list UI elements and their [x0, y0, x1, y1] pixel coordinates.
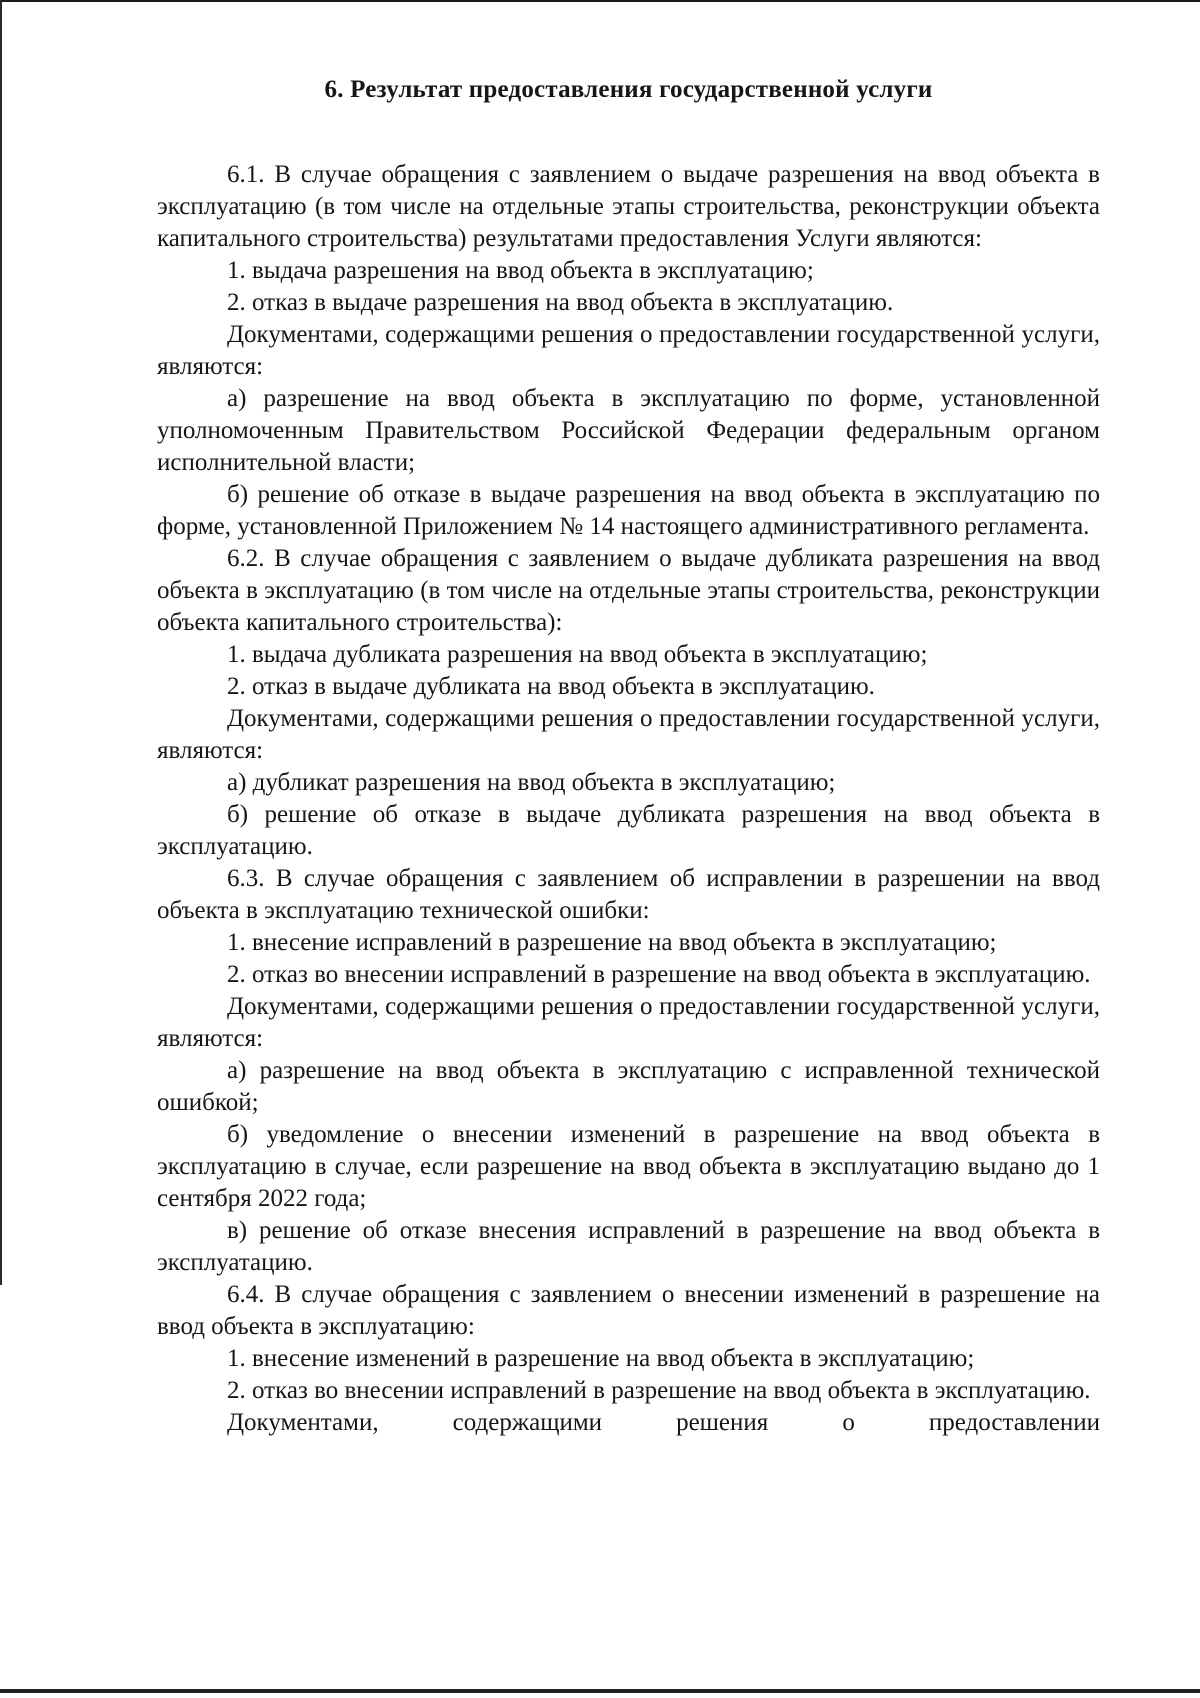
- documents-intro-6-4: Документами, содержащими решения о предоставлении: [227, 1409, 1100, 1436]
- scan-border-left: [0, 0, 2, 1285]
- documents-intro-6-2: Документами, содержащими решения о предоставлении государственной услуги, являются:: [157, 705, 1100, 764]
- list-item-6-4-2: 2. отказ во внесении исправлений в разрешение на ввод объекта в эксплуатацию.: [227, 1377, 1091, 1404]
- list-item-6-3-v: в) решение об отказе внесения исправлений в разрешение на ввод объекта в эксплуатацию.: [157, 1217, 1100, 1276]
- list-item-6-3-2: 2. отказ во внесении исправлений в разрешение на ввод объекта в эксплуатацию.: [227, 961, 1091, 988]
- list-item-6-1-a: а) разрешение на ввод объекта в эксплуатацию по форме, установленной уполномоченным Правительством Российской Федерации федеральным органом исполнительной власти;: [157, 385, 1100, 476]
- list-item-6-1-2: 2. отказ в выдаче разрешения на ввод объекта в эксплуатацию.: [227, 289, 894, 316]
- paragraph-6-2: 6.2. В случае обращения с заявлением о выдаче дубликата разрешения на ввод объекта в эксплуатацию (в том числе на отдельные этапы строительства, реконструкции объекта капитального строительства):: [157, 545, 1100, 636]
- list-item-6-2-b: б) решение об отказе в выдаче дубликата разрешения на ввод объекта в эксплуатацию.: [157, 801, 1100, 860]
- paragraph-6-3: 6.3. В случае обращения с заявлением об исправлении в разрешении на ввод объекта в эксплуатацию технической ошибки:: [157, 865, 1100, 924]
- scan-border-top: [0, 0, 1200, 2]
- list-item-6-2-2: 2. отказ в выдаче дубликата на ввод объекта в эксплуатацию.: [227, 673, 875, 700]
- list-item-6-3-1: 1. внесение исправлений в разрешение на ввод объекта в эксплуатацию;: [227, 929, 997, 956]
- paragraph-6-4: 6.4. В случае обращения с заявлением о внесении изменений в разрешение на ввод объекта в эксплуатацию:: [157, 1281, 1100, 1340]
- list-item-6-3-b: б) уведомление о внесении изменений в разрешение на ввод объекта в эксплуатацию в случае, если разрешение на ввод объекта в эксплуатацию выдано до 1 сентября 2022 года;: [157, 1121, 1100, 1212]
- documents-intro-6-3: Документами, содержащими решения о предоставлении государственной услуги, являются:: [157, 993, 1100, 1052]
- list-item-6-3-a: а) разрешение на ввод объекта в эксплуатацию с исправленной технической ошибкой;: [157, 1057, 1100, 1116]
- section-heading: 6. Результат предоставления государственной услуги: [324, 76, 933, 103]
- documents-intro-6-1: Документами, содержащими решения о предоставлении государственной услуги, являются:: [157, 321, 1100, 380]
- list-item-6-4-1: 1. внесение изменений в разрешение на ввод объекта в эксплуатацию;: [227, 1345, 975, 1372]
- list-item-6-2-a: а) дубликат разрешения на ввод объекта в эксплуатацию;: [227, 769, 836, 796]
- list-item-6-2-1: 1. выдача дубликата разрешения на ввод объекта в эксплуатацию;: [227, 641, 928, 668]
- list-item-6-1-b: б) решение об отказе в выдаче разрешения на ввод объекта в эксплуатацию по форме, установленной Приложением № 14 настоящего административного регламента.: [157, 481, 1100, 540]
- list-item-6-1-1: 1. выдача разрешения на ввод объекта в эксплуатацию;: [227, 257, 814, 284]
- scan-border-bottom: [0, 1689, 1200, 1693]
- document-body: [157, 74, 1100, 1439]
- paragraph-6-1: 6.1. В случае обращения с заявлением о выдаче разрешения на ввод объекта в эксплуатацию (в том числе на отдельные этапы строительства, реконструкции объекта капитального строительства) результатами предоставления Услуги являются:: [157, 161, 1100, 252]
